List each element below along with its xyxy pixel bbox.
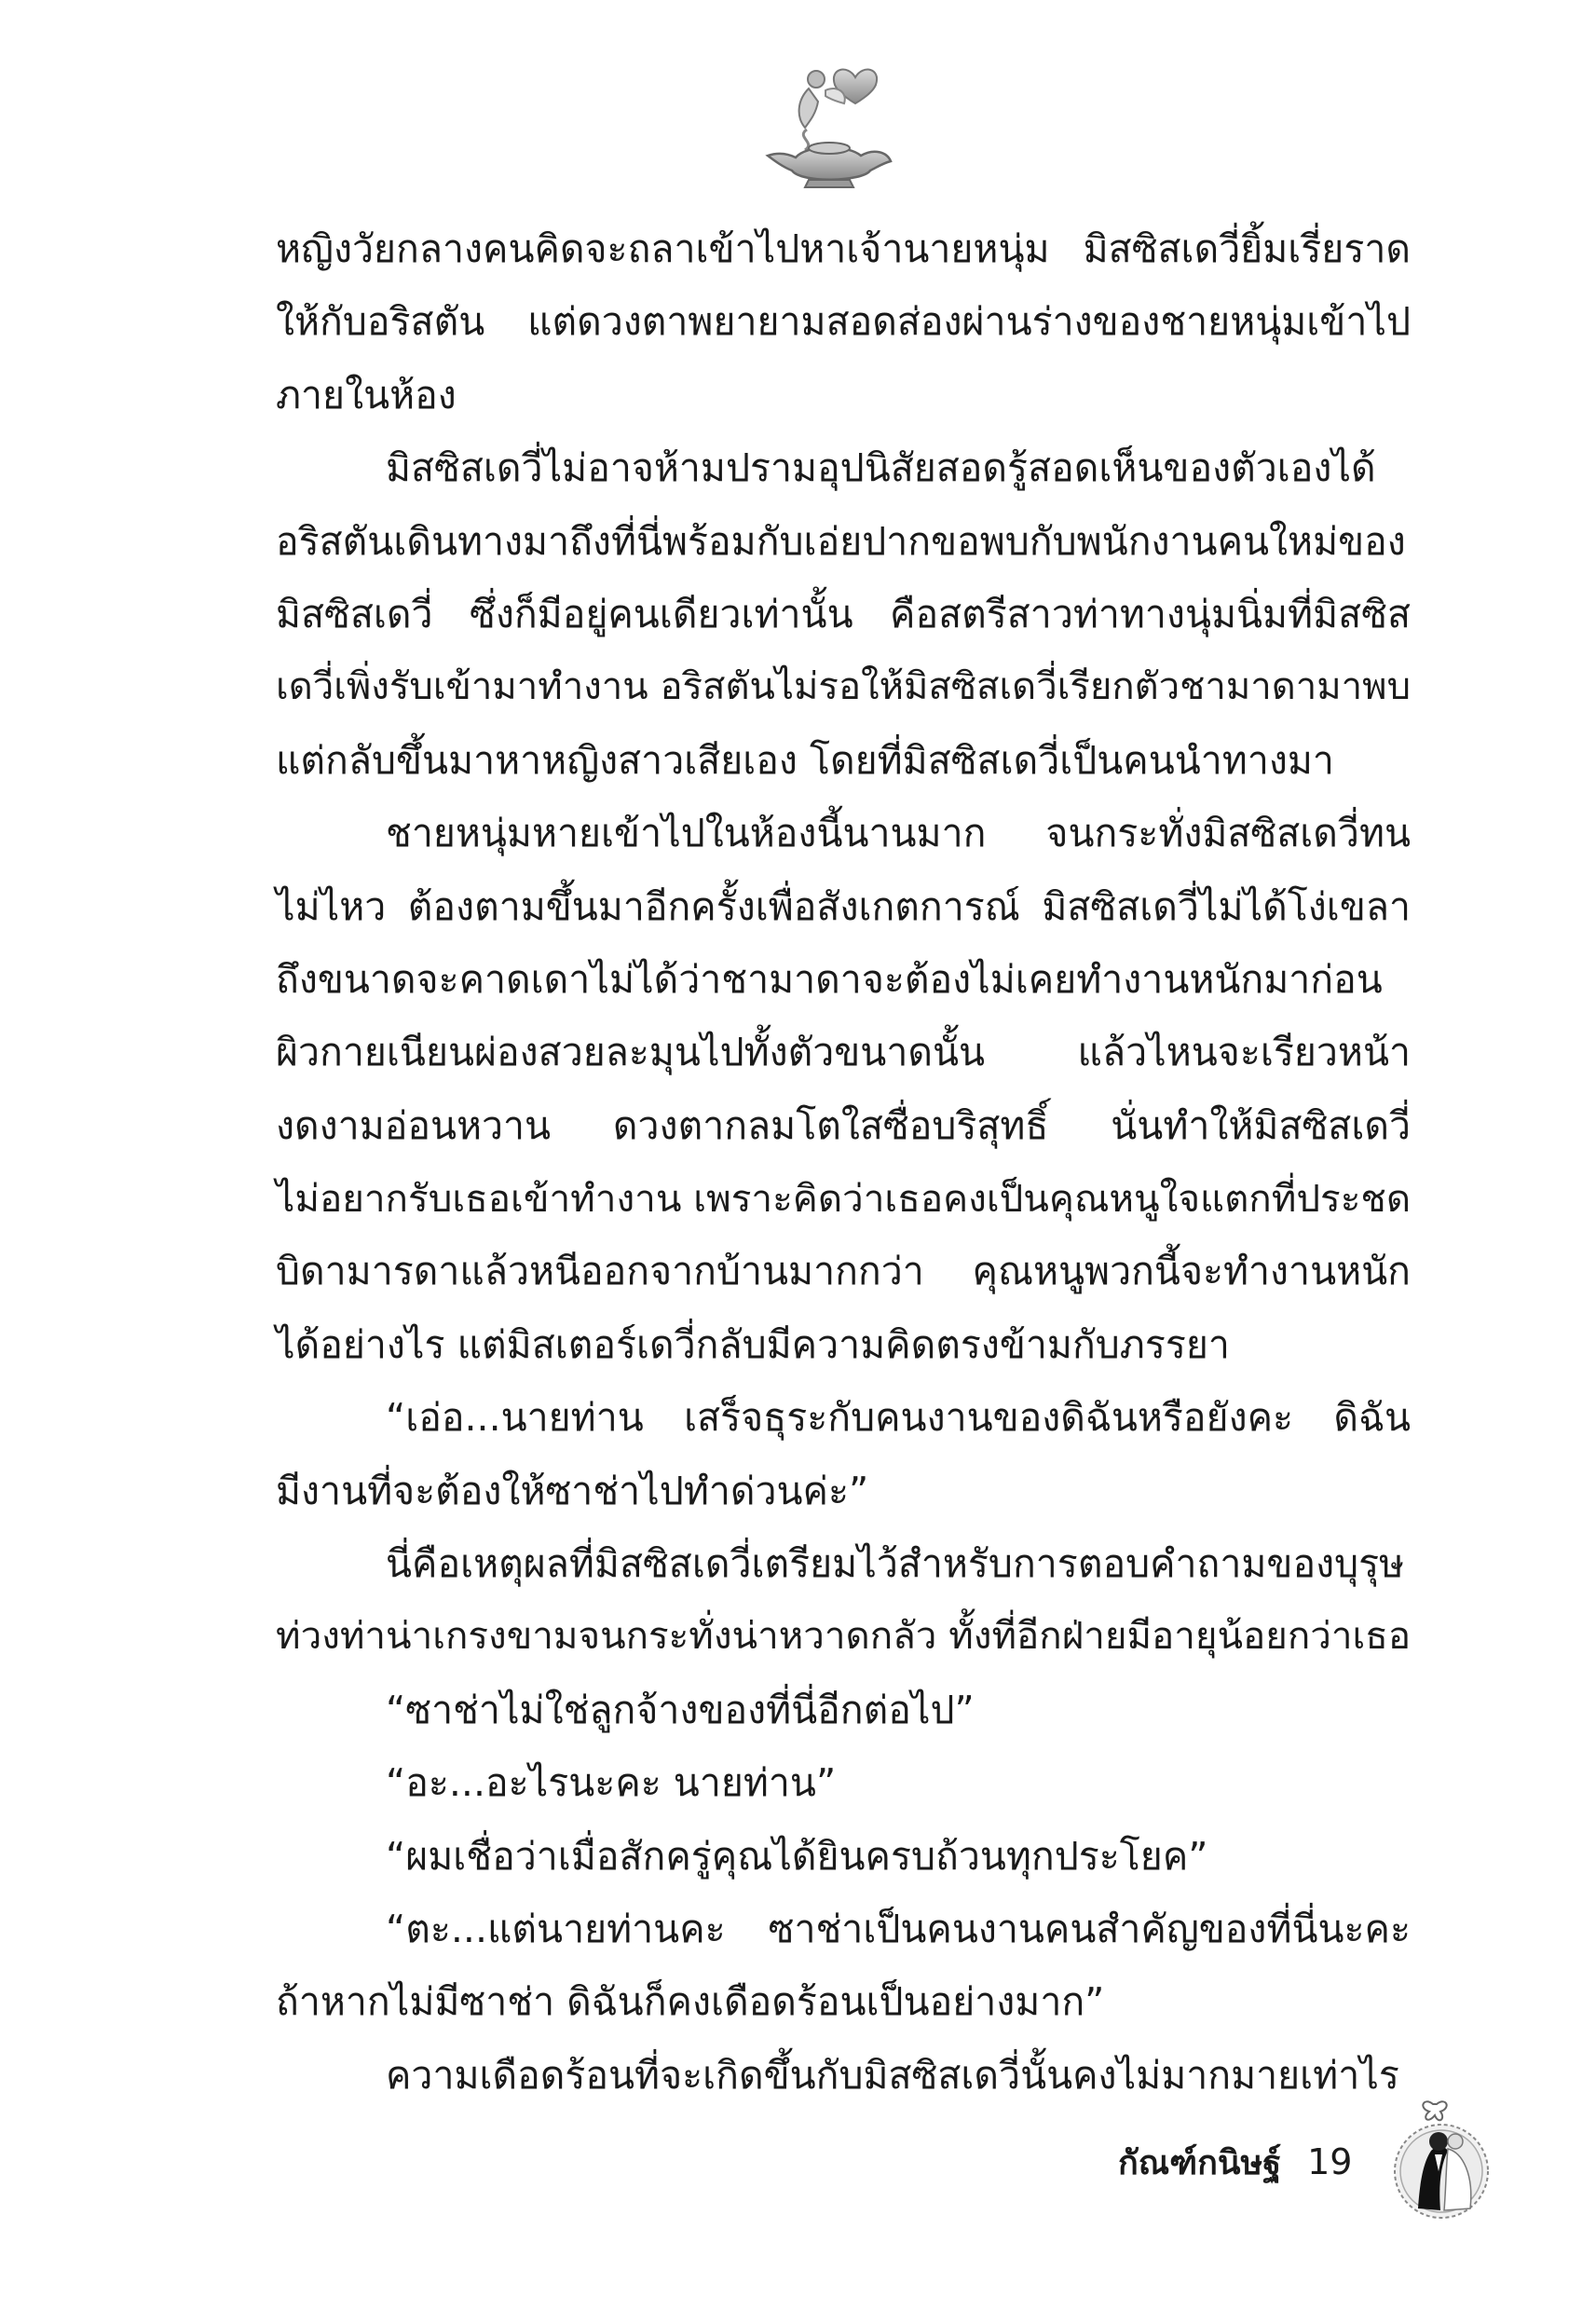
text-line: ถึงขนาดจะคาดเดาไม่ได้ว่าชามาดาจะต้องไม่เคยทำงานหนักมาก่อน [276, 956, 1383, 1002]
text-line: “ตะ...แต่นายท่านคะ ซาช่าเป็นคนงานคนสำคัญของที่นี่นะคะ [386, 1906, 1411, 1951]
text-line: หญิงวัยกลางคนคิดจะถลาเข้าไปหาเจ้านายหนุ่ม มิสซิสเดวี่ยิ้มเรี่ยราด [276, 226, 1411, 271]
text-line: เดวี่เพิ่งรับเข้ามาทำงาน อริสตันไม่รอให้มิสซิสเดวี่เรียกตัวชามาดามาพบ [276, 665, 1411, 709]
text-line: นี่คือเหตุผลที่มิสซิสเดวี่เตรียมไว้สำหรับการตอบคำถามของบุรุษ [386, 1541, 1405, 1587]
teapot-lamp-ornament-icon [751, 51, 909, 191]
text-line: “ผมเชื่อว่าเมื่อสักครู่คุณได้ยินครบถ้วนทุกประโยค” [386, 1833, 1208, 1879]
text-line: ให้กับอริสตัน แต่ดวงตาพยายามสอดส่องผ่านร่างของชายหนุ่มเข้าไป [276, 299, 1411, 345]
text-line: ผิวกายเนียนผ่องสวยละมุนไปทั้งตัวขนาดนั้น แล้วไหนจะเรียวหน้า [276, 1030, 1411, 1075]
text-line: ได้อย่างไร แต่มิสเตอร์เดวี่กลับมีความคิดตรงข้ามกับภรรยา [276, 1321, 1230, 1367]
text-line: ภายในห้อง [276, 372, 457, 417]
text-line: ชายหนุ่มหายเข้าไปในห้องนี้นานมาก จนกระทั่งมิสซิสเดวี่ทน [386, 811, 1411, 856]
body-text [276, 212, 1411, 2112]
text-line: “ซาช่าไม่ใช่ลูกจ้างของที่นี่อีกต่อไป” [386, 1687, 975, 1732]
book-title: กัณฑ์กนิษฐ์ [1118, 2143, 1282, 2182]
text-line: มิสซิสเดวี่ไม่อาจห้ามปรามอุปนิสัยสอดรู้สอดเห็นของตัวเองได้ [386, 445, 1376, 491]
text-line: “เอ่อ...นายท่าน เสร็จธุระกับคนงานของดิฉันหรือยังคะ ดิฉัน [386, 1395, 1411, 1441]
text-line: ท่วงท่าน่าเกรงขามจนกระทั่งน่าหวาดกลัว ทั้งที่อีกฝ่ายมีอายุน้อยกว่าเธอ [276, 1614, 1412, 1659]
page-footer [1118, 2134, 1352, 2190]
text-line: ความเดือดร้อนที่จะเกิดขึ้นกับมิสซิสเดวี่นั้นคงไม่มากมายเท่าไร [386, 2052, 1399, 2098]
page-number: 19 [1307, 2141, 1353, 2182]
text-line: มีงานที่จะต้องให้ซาช่าไปทำด่วนค่ะ” [276, 1468, 869, 1513]
text-line: ไม่อยากรับเธอเข้าทำงาน เพราะคิดว่าเธอคงเป็นคุณหนูใจแตกที่ประชด [276, 1176, 1412, 1222]
text-line: แต่กลับขึ้นมาหาหญิงสาวเสียเอง โดยที่มิสซิสเดวี่เป็นคนนำทางมา [276, 737, 1334, 783]
text-line: ถ้าหากไม่มีซาช่า ดิฉันก็คงเดือดร้อนเป็นอย่างมาก” [276, 1979, 1105, 2025]
bride-groom-ornament-icon [1390, 2097, 1493, 2236]
text-line: งดงามอ่อนหวาน ดวงตากลมโตใสซื่อบริสุทธิ์ นั่นทำให้มิสซิสเดวี่ [276, 1102, 1411, 1148]
text-line: “อะ...อะไรนะคะ นายท่าน” [386, 1760, 837, 1806]
text-line: ไม่ไหว ต้องตามขึ้นมาอีกครั้งเพื่อสังเกตการณ์ มิสซิสเดวี่ไม่ได้โง่เขลา [276, 883, 1411, 929]
text-line: อริสตันเดินทางมาถึงที่นี่พร้อมกับเอ่ยปากขอพบกับพนักงานคนใหม่ของ [276, 518, 1406, 564]
text-line: บิดามารดาแล้วหนีออกจากบ้านมากกว่า คุณหนูพวกนี้จะทำงานหนัก [276, 1249, 1411, 1294]
text-line: มิสซิสเดวี่ ซึ่งก็มีอยู่คนเดียวเท่านั้น คือสตรีสาวท่าทางนุ่มนิ่มที่มิสซิส [276, 591, 1411, 636]
